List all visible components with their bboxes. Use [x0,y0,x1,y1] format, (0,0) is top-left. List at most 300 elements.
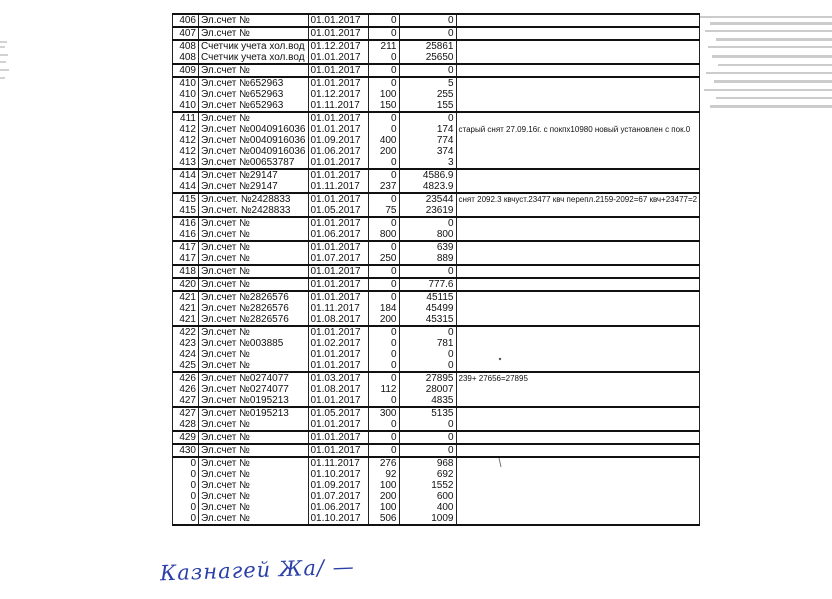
consumption-value: 75 [368,205,399,217]
table-row [173,64,700,77]
consumption-value: 0 [368,278,399,291]
reading-date: 01.03.2017 [308,372,368,384]
consumption-value: 0 [368,52,399,64]
reading-date: 01.01.2017 [308,52,368,64]
meter-name: Эл.счет №0040916036 [199,135,309,146]
consumption-value: 184 [368,303,399,314]
meter-name: Эл.счет № [199,326,309,338]
meter-name: Эл.счет № [199,253,309,265]
row-note [456,27,700,40]
row-note [456,64,700,77]
reading-date: 01.05.2017 [308,407,368,419]
row-id: 430 [173,444,199,457]
table-row [173,407,700,419]
table-row [173,480,700,491]
row-note [456,241,700,253]
meter-reading-value: 600 [399,491,456,502]
meter-name: Счетчик учета хол.вод [199,52,309,64]
reading-date: 01.06.2017 [308,146,368,157]
row-id: 426 [173,384,199,395]
row-id: 410 [173,100,199,112]
table-row [173,124,700,135]
row-note [456,384,700,395]
meter-name: Эл.счет №0040916036 [199,146,309,157]
consumption-value: 0 [368,27,399,40]
reading-date: 01.06.2017 [308,502,368,513]
reading-date: 01.01.2017 [308,431,368,444]
meter-reading-value: 0 [399,27,456,40]
table-row [173,77,700,89]
consumption-value: 0 [368,265,399,278]
row-note [456,278,700,291]
table-row [173,265,700,278]
reading-date: 01.11.2017 [308,100,368,112]
consumption-value: 0 [368,349,399,360]
row-note [456,229,700,241]
table-row [173,457,700,469]
row-id: 421 [173,303,199,314]
table-row [173,444,700,457]
table-row [173,419,700,431]
reading-date: 01.01.2017 [308,64,368,77]
row-id: 427 [173,395,199,407]
reading-date: 01.01.2017 [308,360,368,372]
consumption-value: 200 [368,146,399,157]
meter-name: Эл.счет № [199,502,309,513]
row-id: 413 [173,157,199,169]
table-row [173,291,700,303]
consumption-value: 0 [368,14,399,27]
meter-name: Эл.счет № [199,27,309,40]
meter-reading-value: 25650 [399,52,456,64]
row-note [456,502,700,513]
meter-name: Эл.счет № [199,14,309,27]
reading-date: 01.01.2017 [308,278,368,291]
row-note [456,291,700,303]
meter-name: Эл.счет. №2428833 [199,193,309,205]
row-note: 239+ 27656=27895 [456,372,700,384]
reading-date: 01.07.2017 [308,491,368,502]
row-note [456,40,700,52]
meter-name: Эл.счет №2826576 [199,303,309,314]
meter-reading-value: 5 [399,77,456,89]
reading-date: 01.01.2017 [308,112,368,124]
table-row [173,513,700,525]
table-row [173,349,700,360]
table-row [173,338,700,349]
row-id: 408 [173,40,199,52]
meter-name: Эл.счет №652963 [199,89,309,100]
meter-reading-value: 889 [399,253,456,265]
meter-reading-value: 0 [399,419,456,431]
reading-date: 01.01.2017 [308,14,368,27]
table-row [173,40,700,52]
reading-date: 01.11.2017 [308,181,368,193]
meter-reading-value: 374 [399,146,456,157]
consumption-value: 0 [368,241,399,253]
meter-name: Эл.счет № [199,217,309,229]
meter-reading-value: 23544 [399,193,456,205]
consumption-value: 112 [368,384,399,395]
meter-reading-value: 0 [399,444,456,457]
reading-date: 01.10.2017 [308,469,368,480]
reading-date: 01.11.2017 [308,303,368,314]
meter-reading-value: 25861 [399,40,456,52]
table-row [173,395,700,407]
row-id: 0 [173,502,199,513]
meter-reading-value: 800 [399,229,456,241]
consumption-value: 800 [368,229,399,241]
row-id: 0 [173,469,199,480]
table-row [173,193,700,205]
table-row [173,100,700,112]
reading-date: 01.01.2017 [308,419,368,431]
row-id: 412 [173,124,199,135]
meter-reading-value: 0 [399,431,456,444]
meter-name: Эл.счет № [199,64,309,77]
row-note [456,469,700,480]
meter-name: Эл.счет №0274077 [199,384,309,395]
row-id: 0 [173,480,199,491]
row-id: 421 [173,291,199,303]
reading-date: 01.12.2017 [308,89,368,100]
row-note [456,14,700,27]
meter-reading-value: 155 [399,100,456,112]
row-id: 409 [173,64,199,77]
reading-date: 01.09.2017 [308,480,368,491]
consumption-value: 0 [368,326,399,338]
meter-reading-value: 4835 [399,395,456,407]
meter-reading-value: 1552 [399,480,456,491]
meter-reading-value: 774 [399,135,456,146]
meter-name: Счетчик учета хол.вод [199,40,309,52]
meter-reading-value: 45315 [399,314,456,326]
row-note [456,419,700,431]
meter-name: Эл.счет №2826576 [199,291,309,303]
reading-date: 01.01.2017 [308,326,368,338]
meter-name: Эл.счет № [199,349,309,360]
consumption-value: 0 [368,338,399,349]
reading-date: 01.01.2017 [308,291,368,303]
row-id: 410 [173,77,199,89]
meter-readings-table [172,13,700,526]
consumption-value: 276 [368,457,399,469]
row-note [456,431,700,444]
reading-date: 01.07.2017 [308,253,368,265]
row-note [456,77,700,89]
row-note [456,457,700,469]
meter-name: Эл.счет № [199,265,309,278]
table-row [173,372,700,384]
row-id: 427 [173,407,199,419]
row-id: 414 [173,169,199,181]
consumption-value: 0 [368,372,399,384]
row-note [456,444,700,457]
row-note [456,338,700,349]
meter-reading-value: 174 [399,124,456,135]
row-id: 0 [173,513,199,525]
consumption-value: 0 [368,217,399,229]
consumption-value: 0 [368,291,399,303]
reading-date: 01.01.2017 [308,169,368,181]
meter-name: Эл.счет № [199,112,309,124]
reading-date: 01.01.2017 [308,349,368,360]
consumption-value: 250 [368,253,399,265]
row-id: 418 [173,265,199,278]
row-id: 426 [173,372,199,384]
table-row [173,326,700,338]
row-id: 421 [173,314,199,326]
meter-name: Эл.счет №0040916036 [199,124,309,135]
meter-name: Эл.счет №0195213 [199,395,309,407]
meter-name: Эл.счет №29147 [199,169,309,181]
table-row [173,303,700,314]
row-id: 429 [173,431,199,444]
consumption-value: 0 [368,157,399,169]
row-id: 412 [173,146,199,157]
consumption-value: 92 [368,469,399,480]
meter-reading-value: 5135 [399,407,456,419]
meter-reading-value: 0 [399,349,456,360]
row-id: 424 [173,349,199,360]
meter-reading-value: 4823.9 [399,181,456,193]
meter-readings-body [173,14,700,525]
table-row [173,469,700,480]
meter-name: Эл.счет № [199,241,309,253]
reading-date: 01.01.2017 [308,193,368,205]
consumption-value: 211 [368,40,399,52]
row-id: 416 [173,229,199,241]
row-note [456,135,700,146]
meter-reading-value: 400 [399,502,456,513]
consumption-value: 100 [368,89,399,100]
reading-date: 01.01.2017 [308,265,368,278]
meter-reading-value: 0 [399,14,456,27]
reading-date: 01.01.2017 [308,241,368,253]
row-note [456,480,700,491]
meter-reading-value: 781 [399,338,456,349]
table-row [173,146,700,157]
meter-name: Эл.счет №0274077 [199,372,309,384]
row-id: 420 [173,278,199,291]
table-row [173,27,700,40]
row-note [456,491,700,502]
row-note [456,89,700,100]
row-note [456,513,700,525]
row-note [456,253,700,265]
row-id: 0 [173,457,199,469]
reading-date: 01.01.2017 [308,444,368,457]
row-id: 414 [173,181,199,193]
meter-name: Эл.счет № [199,457,309,469]
consumption-value: 0 [368,444,399,457]
consumption-value: 200 [368,491,399,502]
row-note [456,265,700,278]
table-row [173,14,700,27]
reading-date: 01.01.2017 [308,27,368,40]
consumption-value: 506 [368,513,399,525]
meter-reading-value: 255 [399,89,456,100]
table-row [173,384,700,395]
meter-reading-value: 968 [399,457,456,469]
meter-reading-value: 4586.9 [399,169,456,181]
reading-date: 01.01.2017 [308,157,368,169]
row-note [456,349,700,360]
meter-reading-value: 0 [399,326,456,338]
row-note [456,407,700,419]
meter-name: Эл.счет №29147 [199,181,309,193]
consumption-value: 0 [368,360,399,372]
meter-name: Эл.счет № [199,229,309,241]
meter-reading-value: 1009 [399,513,456,525]
meter-reading-value: 777.6 [399,278,456,291]
row-note [456,360,700,372]
reading-date: 01.06.2017 [308,229,368,241]
table-row [173,491,700,502]
row-note [456,326,700,338]
row-note: снят 2092.3 квчуст.23477 квч перепл.2159-2092=67 квч+23477=2 [456,193,700,205]
row-note [456,217,700,229]
reading-date: 01.10.2017 [308,513,368,525]
reading-date: 01.11.2017 [308,457,368,469]
meter-reading-value: 0 [399,360,456,372]
meter-name: Эл.счет №00653787 [199,157,309,169]
table-row [173,169,700,181]
table-row [173,217,700,229]
meter-name: Эл.счет № [199,360,309,372]
table-row [173,314,700,326]
reading-date: 01.05.2017 [308,205,368,217]
consumption-value: 237 [368,181,399,193]
consumption-value: 0 [368,124,399,135]
table-row [173,278,700,291]
meter-name: Эл.счет №2826576 [199,314,309,326]
consumption-value: 0 [368,419,399,431]
row-note [456,169,700,181]
row-id: 406 [173,14,199,27]
meter-reading-value: 45115 [399,291,456,303]
consumption-value: 0 [368,112,399,124]
meter-reading-value: 23619 [399,205,456,217]
reading-date: 01.08.2017 [308,384,368,395]
reading-date: 01.01.2017 [308,395,368,407]
row-id: 410 [173,89,199,100]
consumption-value: 300 [368,407,399,419]
table-row [173,241,700,253]
reading-date: 01.01.2017 [308,124,368,135]
reading-date: 01.08.2017 [308,314,368,326]
handwritten-signature: Казнагей Жа/ — [159,554,356,586]
table-row [173,112,700,124]
consumption-value: 0 [368,395,399,407]
table-row [173,52,700,64]
row-id: 412 [173,135,199,146]
consumption-value: 0 [368,193,399,205]
meter-name: Эл.счет №652963 [199,77,309,89]
reading-date: 01.01.2017 [308,77,368,89]
row-note [456,314,700,326]
table-row [173,502,700,513]
consumption-value: 0 [368,169,399,181]
meter-reading-value: 27895 [399,372,456,384]
row-note: старый снят 27.09.16г. с покпх10980 новый установлен с пок.0 [456,124,700,135]
meter-name: Эл.счет № [199,431,309,444]
row-id: 428 [173,419,199,431]
table-row [173,89,700,100]
row-id: 417 [173,241,199,253]
row-id: 425 [173,360,199,372]
reading-date: 01.01.2017 [308,217,368,229]
consumption-value: 150 [368,100,399,112]
reading-date: 01.12.2017 [308,40,368,52]
row-id: 407 [173,27,199,40]
reading-date: 01.02.2017 [308,338,368,349]
meter-reading-value: 0 [399,265,456,278]
meter-name: Эл.счет № [199,419,309,431]
meter-reading-value: 28007 [399,384,456,395]
meter-reading-value: 0 [399,112,456,124]
meter-reading-value: 692 [399,469,456,480]
consumption-value: 0 [368,77,399,89]
row-id: 423 [173,338,199,349]
row-note [456,112,700,124]
table-row [173,229,700,241]
consumption-value: 100 [368,480,399,491]
meter-name: Эл.счет. №2428833 [199,205,309,217]
meter-name: Эл.счет № [199,278,309,291]
meter-name: Эл.счет № [199,480,309,491]
meter-reading-value: 0 [399,217,456,229]
row-note [456,181,700,193]
row-note [456,205,700,217]
row-note [456,303,700,314]
meter-name: Эл.счет № [199,444,309,457]
row-id: 408 [173,52,199,64]
table-row [173,431,700,444]
row-note [456,100,700,112]
consumption-value: 0 [368,431,399,444]
table-row [173,253,700,265]
consumption-value: 400 [368,135,399,146]
consumption-value: 200 [368,314,399,326]
row-note [456,52,700,64]
row-note [456,395,700,407]
meter-reading-value: 0 [399,64,456,77]
meter-reading-value: 45499 [399,303,456,314]
meter-name: Эл.счет № [199,513,309,525]
consumption-value: 0 [368,64,399,77]
row-id: 415 [173,193,199,205]
meter-name: Эл.счет №652963 [199,100,309,112]
row-id: 411 [173,112,199,124]
consumption-value: 100 [368,502,399,513]
table-row [173,157,700,169]
meter-name: Эл.счет №003885 [199,338,309,349]
meter-reading-value: 639 [399,241,456,253]
row-id: 415 [173,205,199,217]
row-id: 416 [173,217,199,229]
row-note [456,146,700,157]
row-id: 422 [173,326,199,338]
table-row [173,181,700,193]
meter-reading-value: 3 [399,157,456,169]
row-id: 0 [173,491,199,502]
row-note [456,157,700,169]
table-row [173,135,700,146]
reading-date: 01.09.2017 [308,135,368,146]
meter-name: Эл.счет №0195213 [199,407,309,419]
table-row [173,360,700,372]
